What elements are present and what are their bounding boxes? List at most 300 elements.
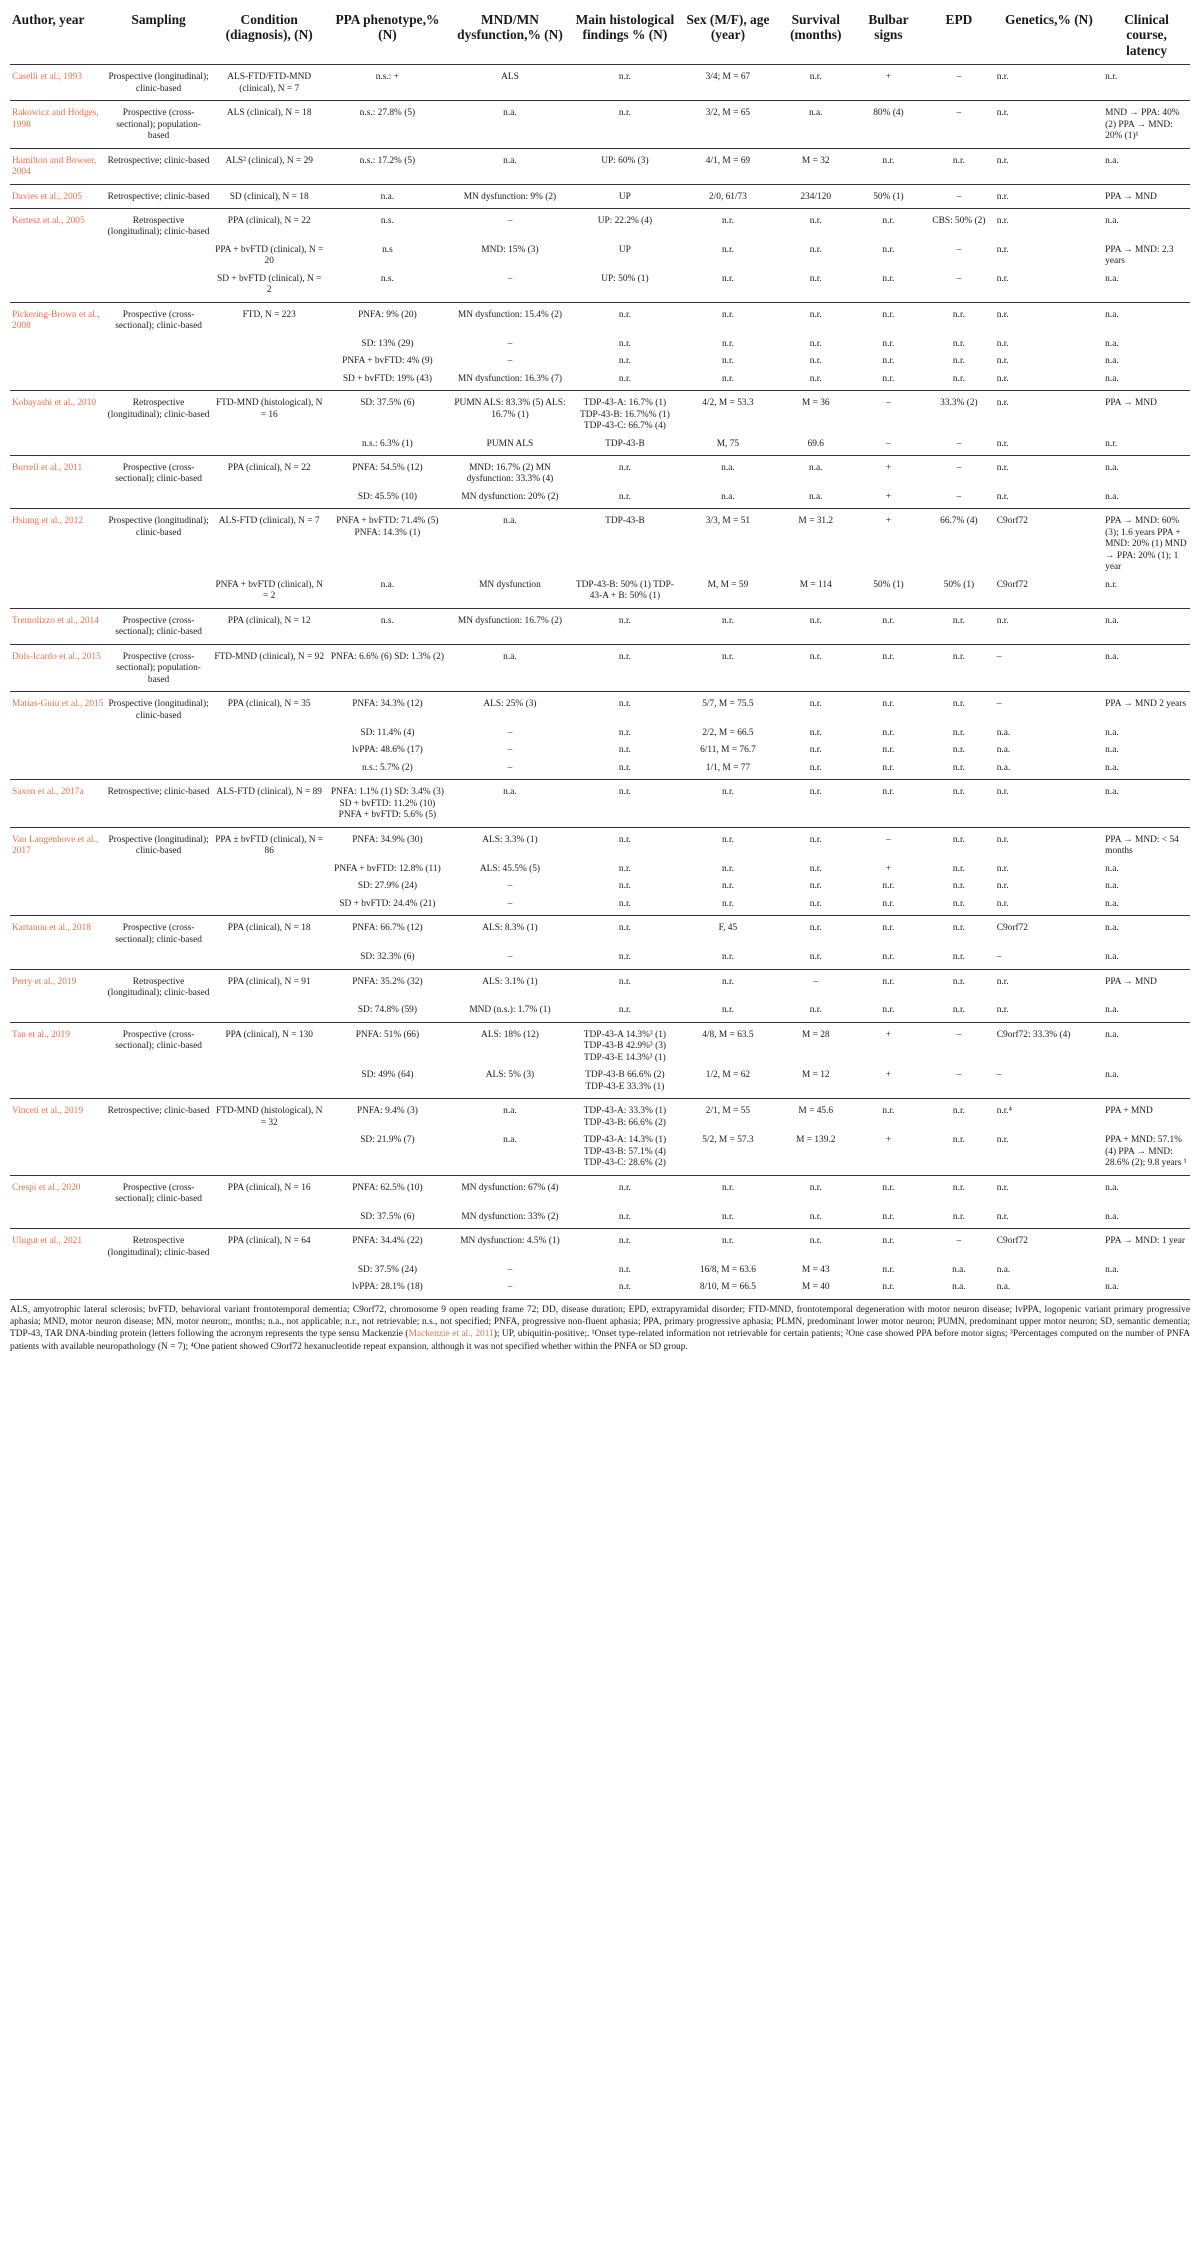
table-cell: n.r. — [678, 1209, 778, 1229]
table-cell: n.r. — [995, 896, 1103, 916]
table-cell: M, 75 — [678, 436, 778, 456]
table-cell: F, 45 — [718, 923, 738, 934]
table-cell: n.r. — [952, 745, 965, 756]
table-cell: UP: 60% (3) — [572, 148, 678, 184]
table-cell: n.r. — [854, 644, 923, 691]
table-cell: n.a. — [448, 101, 572, 148]
table-cell — [105, 1002, 211, 1022]
table-cell: Retrospective; clinic-based — [105, 780, 211, 827]
table-cell: SD (clinical), N = 18 — [212, 184, 327, 208]
table-cell: PPA → MND 2 years — [1105, 699, 1187, 710]
table-cell: SD: 37.5% (24) — [357, 1264, 417, 1275]
author-cell — [10, 489, 105, 509]
table-cell: – — [507, 881, 513, 892]
table-cell: n.a. — [1103, 1002, 1190, 1022]
table-cell: n.a. — [1103, 1209, 1190, 1229]
table-row — [10, 608, 1190, 644]
table-cell: UP: 22.2% (4) — [597, 215, 653, 226]
table-cell: Prospective (longitudinal); clinic-based — [108, 699, 209, 721]
table-cell: n.a. — [1103, 608, 1190, 644]
table-cell — [105, 489, 211, 509]
table-cell: + — [854, 1132, 923, 1175]
table-cell: SD: 21.9% (7) — [327, 1132, 448, 1175]
author-cell — [10, 725, 105, 742]
table-cell — [212, 489, 327, 509]
table-cell: n.r. — [778, 949, 854, 969]
author-cell[interactable]: Kobayashi et al., 2010 — [12, 398, 97, 409]
table-row — [10, 1132, 1190, 1175]
table-cell: SD + bvFTD: 24.4% (21) — [327, 896, 448, 916]
table-cell: PPA → MND — [1103, 184, 1190, 208]
table-cell: n.r. — [809, 338, 822, 349]
author-cell[interactable]: Crespi et al., 2020 — [12, 1182, 81, 1193]
table-row — [10, 184, 1190, 208]
table-cell: n.r. — [778, 780, 854, 827]
table-cell — [105, 336, 211, 353]
author-cell[interactable]: Hsiung et al., 2012 — [12, 516, 84, 527]
table-cell: n.a. — [1105, 309, 1119, 320]
table-cell: n.r. — [854, 760, 923, 780]
table-cell — [105, 760, 211, 780]
table-cell: n.r. — [923, 644, 995, 691]
table-cell: PNFA: 9.4% (3) — [356, 1106, 418, 1117]
table-cell: – — [448, 1279, 572, 1299]
table-cell: PPA → MND: 1 year — [1105, 1236, 1186, 1247]
author-cell — [10, 371, 105, 391]
table-cell: UP — [572, 184, 678, 208]
author-cell — [10, 949, 105, 969]
table-cell: n.r.⁴ — [996, 1106, 1012, 1117]
table-cell: n.r. — [882, 1106, 895, 1117]
table-cell: n.r. — [572, 949, 678, 969]
table-cell: lvPPA: 48.6% (17) — [352, 745, 423, 756]
table-cell: n.r. — [618, 1236, 631, 1247]
table-cell: n.r. — [923, 1002, 995, 1022]
author-cell[interactable]: Hamilton and Bowser, 2004 — [10, 148, 105, 184]
table-cell: Retrospective (longitudinal); clinic-based — [107, 398, 210, 420]
table-cell: 234/120 — [778, 184, 854, 208]
table-cell: ALS: 25% (3) — [483, 699, 537, 710]
table-cell: + — [885, 1029, 892, 1040]
table-cell: FTD-MND (histological), N = 16 — [215, 398, 323, 420]
table-cell: n.r. — [882, 699, 895, 710]
column-header: Survival (months) — [778, 10, 854, 65]
footnote-text-1: ALS, amyotrophic lateral sclerosis; bvFTD, behavioral variant frontotemporal dementia; C9orf72, chromosome 9 open reading frame 72; DD, disease duration; EPD, extrapyramidal disorder; FTD-MND, frontotemporal degeneration with motor neuron disease; lvPPA, logopenic variant primary progressive aphasia; MND, motor neuron disease; MN, motor neuron;, months; n.a., not applicable; n.r., not retrievable; n.s., not specified; PNFA, progressive non-fluent aphasia; PPA, primary progressive aphasia; PLMN, predominant lower motor neuron; PUMN, predominant upper motor neuron; SD, semantic dementia; TDP-43, TAR DNA-binding protein (letters following the acronym represents the type sensu Mackenzie ( — [10, 1304, 1190, 1340]
table-cell: n.r. — [923, 780, 995, 827]
table-cell: UP — [618, 244, 631, 255]
table-cell: n.r. — [996, 356, 1009, 367]
table-cell: 16/8, M = 63.6 — [699, 1264, 756, 1275]
author-cell — [10, 1262, 105, 1279]
table-cell: TDP-43-A: 33.3% (1) TDP-43-B: 66.6% (2) — [583, 1106, 667, 1128]
table-cell: 2/0, 61/73 — [678, 184, 778, 208]
table-cell: n.a. — [1103, 148, 1190, 184]
table-cell: ALS (clinical), N = 18 — [212, 101, 327, 148]
table-cell: n.s.: 27.8% (5) — [327, 101, 448, 148]
column-header: Bulbar signs — [854, 10, 923, 65]
table-cell: n.r. — [778, 271, 854, 302]
table-cell: n.a. — [996, 1264, 1011, 1275]
table-cell: n.r. — [618, 834, 631, 845]
table-cell: PPA (clinical), N = 130 — [225, 1029, 313, 1040]
table-cell — [105, 949, 211, 969]
author-cell[interactable]: Van Langenhove et al., 2017 — [12, 834, 99, 857]
table-cell: n.r. — [678, 608, 778, 644]
table-cell: ALS: 3.1% (1) — [482, 976, 538, 987]
table-cell: n.r. — [778, 896, 854, 916]
table-cell: SD: 13% (29) — [361, 338, 414, 349]
table-cell: Prospective (longitudinal); clinic-based — [108, 834, 209, 857]
footnote-citation-link[interactable]: Mackenzie et al., 2011 — [408, 1329, 494, 1340]
table-row — [10, 861, 1190, 878]
column-header: PPA phenotype,% (N) — [327, 10, 448, 65]
table-cell: + — [885, 863, 892, 874]
author-cell[interactable]: Ulugut et al., 2021 — [12, 1236, 83, 1247]
table-cell: n.r. — [1103, 577, 1190, 608]
table-cell: SD: 74.8% (59) — [327, 1002, 448, 1022]
author-cell[interactable]: Saxon et al., 2017a — [10, 780, 105, 827]
table-cell: 2/1, M = 55 — [705, 1106, 751, 1117]
author-cell — [10, 271, 105, 302]
table-cell: – — [923, 489, 995, 509]
table-cell: + — [885, 516, 892, 527]
author-cell[interactable]: Dols-Icardo et al., 2015 — [10, 644, 105, 691]
table-cell: PPA + bvFTD (clinical), N = 20 — [215, 244, 324, 267]
table-cell — [105, 725, 211, 742]
table-cell: n.s.: 6.3% (1) — [327, 436, 448, 456]
table-cell: MN dysfunction: 20% (2) — [448, 489, 572, 509]
table-cell: PNFA: 35.2% (32) — [352, 976, 423, 987]
table-cell: n.r. — [995, 608, 1103, 644]
table-cell: n.r. — [809, 699, 822, 710]
table-cell: – — [923, 184, 995, 208]
table-cell — [212, 1279, 327, 1299]
author-cell[interactable]: Perry et al., 2019 — [12, 976, 77, 987]
table-cell: n.r. — [995, 1209, 1103, 1229]
table-cell: Prospective (cross-sectional); clinic-based — [115, 309, 202, 332]
table-cell: n.r. — [995, 148, 1103, 184]
table-cell: 4/2, M = 53.3 — [702, 398, 754, 409]
table-cell: M = 28 — [801, 1029, 830, 1040]
table-cell: PUMN ALS: 83.3% (5) ALS: 16.7% (1) — [454, 398, 566, 420]
table-cell: ALS² (clinical), N = 29 — [212, 148, 327, 184]
author-cell[interactable]: Vinceti et al., 2019 — [12, 1106, 84, 1117]
table-cell: n.r. — [996, 1182, 1009, 1193]
table-cell: C9orf72 — [996, 923, 1028, 934]
column-header: Sampling — [105, 10, 211, 65]
table-cell: 6/11, M = 76.7 — [700, 745, 756, 756]
table-cell: SD + bvFTD (clinical), N = 2 — [212, 271, 327, 302]
author-cell — [10, 1209, 105, 1229]
table-cell: n.r. — [572, 1279, 678, 1299]
table-row — [10, 336, 1190, 353]
table-cell: n.r. — [721, 244, 734, 255]
table-cell: n.r. — [618, 699, 631, 710]
table-cell: n.a. — [327, 184, 448, 208]
table-cell: C9orf72: 33.3% (4) — [996, 1029, 1071, 1040]
table-cell: – — [507, 745, 513, 756]
table-cell: n.a. — [1105, 727, 1119, 738]
column-header: Condition (diagnosis), (N) — [212, 10, 327, 65]
table-cell: – — [996, 699, 1002, 710]
table-cell: PPA (clinical), N = 12 — [212, 608, 327, 644]
table-cell: PNFA: 51% (66) — [355, 1029, 420, 1040]
table-cell: – — [956, 244, 962, 255]
table-cell: n.r. — [952, 699, 965, 710]
table-cell: n.a. — [1105, 1182, 1119, 1193]
table-cell — [212, 1067, 327, 1098]
table-cell: n.r. — [778, 65, 854, 101]
table-cell — [212, 1209, 327, 1229]
table-cell: PPA (clinical), N = 18 — [227, 923, 311, 934]
table-row — [10, 725, 1190, 742]
table-cell: PNFA + bvFTD (clinical), N = 2 — [212, 577, 327, 608]
table-cell: SD: 27.9% (24) — [357, 881, 417, 892]
table-cell: n.s. — [327, 608, 448, 644]
author-cell[interactable]: Caselli et al., 1993 — [10, 65, 105, 101]
table-cell: n.r. — [923, 896, 995, 916]
table-cell: TDP-43-A 14.3%³ (1) TDP-43-B 42.9%³ (3) TDP-43-E 14.3%³ (1) — [583, 1029, 667, 1063]
table-cell: – — [854, 436, 923, 456]
table-cell: FTD, N = 223 — [242, 309, 296, 320]
table-cell: n.s. — [380, 215, 394, 226]
table-cell: SD: 32.3% (6) — [327, 949, 448, 969]
table-cell: n.r. — [995, 1132, 1103, 1175]
table-cell: PPA → MND — [1105, 398, 1157, 409]
table-cell: n.r. — [572, 1002, 678, 1022]
table-cell: n.r. — [721, 834, 734, 845]
table-cell: n.r. — [882, 356, 895, 367]
table-cell: C9orf72 — [996, 1236, 1028, 1247]
table-row — [10, 878, 1190, 895]
table-cell: n.r. — [996, 244, 1009, 255]
table-row — [10, 780, 1190, 827]
table-body — [10, 65, 1190, 1300]
table-cell: PPA → MND: 60% (3); 1.6 years PPA + MND: 20% (1) MND → PPA: 20% (1); 1 year — [1105, 516, 1187, 573]
table-cell: – — [507, 338, 513, 349]
table-cell: SD: 45.5% (10) — [327, 489, 448, 509]
column-header: Clinical course, latency — [1103, 10, 1190, 65]
table-cell: – — [923, 1067, 995, 1098]
table-cell: – — [995, 644, 1103, 691]
table-cell — [212, 1132, 327, 1175]
table-cell: n.r. — [854, 949, 923, 969]
table-cell — [212, 949, 327, 969]
table-cell: n.a. — [1103, 780, 1190, 827]
table-cell: PNFA + bvFTD: 71.4% (5) PNFA: 14.3% (1) — [336, 516, 439, 538]
table-cell: n.r. — [1103, 436, 1190, 456]
table-cell — [212, 436, 327, 456]
author-cell — [10, 896, 105, 916]
table-cell: n.r. — [882, 881, 895, 892]
author-cell — [10, 353, 105, 370]
table-cell: n.r. — [995, 101, 1103, 148]
table-cell: CBS: 50% (2) — [932, 215, 986, 226]
table-cell: n.r. — [854, 1002, 923, 1022]
table-cell: n.r. — [952, 923, 965, 934]
footnote-text-2: ); UP, ubiquitin-positive;. ¹Onset type-related information not retrievable for certain patients; ²One case showed PPA before motor signs; ³Percentages computed on the number of PNFA patients with available neuropathology (N = 7); ⁴One patient showed C9orf72 hexanucleotide repeat expansion, although it was not specified whether within the PNFA or SD group. — [10, 1329, 1190, 1352]
table-cell: n.r. — [952, 863, 965, 874]
table-cell: n.r. — [809, 923, 822, 934]
table-cell: n.r. — [923, 608, 995, 644]
table-cell: n.a. — [503, 516, 517, 527]
table-cell: n.r. — [809, 727, 822, 738]
table-cell: n.r. — [923, 148, 995, 184]
table-cell: C9orf72 — [996, 516, 1028, 527]
table-cell: n.r. — [618, 1264, 631, 1275]
table-cell: n.r. — [996, 834, 1009, 845]
table-cell: n.r. — [809, 834, 822, 845]
table-cell: n.r. — [996, 215, 1009, 226]
table-cell: n.r. — [809, 1182, 822, 1193]
table-cell: 3/3, M = 51 — [705, 516, 751, 527]
table-cell: MN dysfunction: 16.3% (7) — [448, 371, 572, 391]
table-cell: MND: 16.7% (2) MN dysfunction: 33.3% (4) — [466, 463, 554, 485]
table-cell: n.r. — [618, 863, 631, 874]
table-cell: 8/10, M = 66.5 — [678, 1279, 778, 1299]
author-cell[interactable]: Kertesz et al., 2005 — [12, 215, 85, 226]
table-row — [10, 1229, 1190, 1262]
table-cell: n.r. — [995, 271, 1103, 302]
table-cell: n.r. — [778, 644, 854, 691]
table-cell: n.r. — [618, 1182, 631, 1193]
table-cell: TDP-43-A: 14.3% (1) TDP-43-B: 57.1% (4) TDP-43-C: 28.6% (2) — [572, 1132, 678, 1175]
table-row — [10, 456, 1190, 489]
table-cell: Prospective (longitudinal); clinic-based — [108, 516, 209, 538]
table-cell: ALS: 3.3% (1) — [482, 834, 538, 845]
author-cell — [10, 1002, 105, 1022]
table-cell: MND: 15% (3) — [481, 244, 539, 255]
table-cell — [105, 861, 211, 878]
table-cell — [105, 371, 211, 391]
table-cell: n.a. — [923, 1279, 995, 1299]
table-cell: MN dysfunction: 9% (2) — [448, 184, 572, 208]
table-cell: PPA → MND: < 54 months — [1105, 834, 1179, 857]
table-cell: PPA ± bvFTD (clinical), N = 86 — [215, 834, 324, 857]
table-cell: n.r. — [996, 309, 1009, 320]
table-cell: – — [813, 976, 819, 987]
table-row — [10, 148, 1190, 184]
table-cell: n.a. — [448, 644, 572, 691]
table-cell — [105, 1067, 211, 1098]
table-cell: n.r. — [618, 976, 631, 987]
table-cell: PPA + MND: 57.1% (4) PPA → MND: 28.6% (2); 9.8 years ¹ — [1103, 1132, 1190, 1175]
author-cell[interactable]: Tremolizzo et al., 2014 — [10, 608, 105, 644]
table-cell: n.r. — [572, 896, 678, 916]
table-cell: TDP-43-B — [605, 516, 645, 527]
table-cell: n.a. — [678, 489, 778, 509]
table-cell: n.a. — [996, 745, 1011, 756]
table-cell: n.r. — [809, 244, 822, 255]
table-cell: ALS — [448, 65, 572, 101]
author-cell[interactable]: Pickering-Brown et al., 2008 — [12, 309, 100, 332]
table-cell: n.r. — [952, 1106, 965, 1117]
table-cell: n.r. — [995, 489, 1103, 509]
table-cell: FTD-MND (clinical), N = 92 — [212, 644, 327, 691]
table-cell — [212, 878, 327, 895]
table-cell: n.r. — [572, 371, 678, 391]
author-cell — [10, 878, 105, 895]
table-cell: n.r. — [952, 881, 965, 892]
table-row — [10, 271, 1190, 302]
author-cell[interactable]: Matias-Guiu et al., 2015 — [12, 699, 104, 710]
table-cell — [105, 878, 211, 895]
table-cell: n.a. — [1103, 1279, 1190, 1299]
table-cell: n.r. — [721, 215, 734, 226]
table-row — [10, 1099, 1190, 1132]
table-cell: n.r. — [778, 760, 854, 780]
table-cell — [105, 436, 211, 456]
table-cell: n.a. — [1103, 371, 1190, 391]
table-cell: n.a. — [1103, 644, 1190, 691]
table-cell: 66.7% (4) — [940, 516, 978, 527]
table-cell: n.a. — [1105, 215, 1119, 226]
table-cell: n.a. — [503, 1106, 517, 1117]
table-cell: n.s.: + — [327, 65, 448, 101]
author-cell — [10, 760, 105, 780]
table-row — [10, 1279, 1190, 1299]
table-row — [10, 1002, 1190, 1022]
table-cell: ALS: 8.3% (1) — [482, 923, 538, 934]
table-cell: MND (n.s.): 1.7% (1) — [448, 1002, 572, 1022]
author-cell — [10, 242, 105, 271]
table-cell: n.r. — [678, 271, 778, 302]
table-cell: – — [923, 436, 995, 456]
table-cell: ALS-FTD/FTD-MND (clinical), N = 7 — [212, 65, 327, 101]
table-cell: n.r. — [678, 896, 778, 916]
table-row — [10, 1209, 1190, 1229]
table-cell: Retrospective; clinic-based — [105, 148, 211, 184]
table-cell: n.r. — [778, 371, 854, 391]
table-cell: 3/2, M = 65 — [678, 101, 778, 148]
table-cell — [212, 336, 327, 353]
author-cell[interactable]: Davies et al., 2005 — [10, 184, 105, 208]
table-row — [10, 489, 1190, 509]
table-cell: SD: 37.5% (6) — [327, 1209, 448, 1229]
table-row — [10, 65, 1190, 101]
table-cell: n.a. — [1105, 881, 1119, 892]
table-cell: – — [507, 356, 513, 367]
table-cell: M = 36 — [801, 398, 830, 409]
table-cell: PPA (clinical), N = 64 — [227, 1236, 311, 1247]
table-cell: n.r. — [721, 881, 734, 892]
table-cell: PPA (clinical), N = 22 — [227, 463, 311, 473]
table-cell: n.r. — [618, 338, 631, 349]
table-cell — [105, 742, 211, 759]
table-cell: M = 114 — [778, 577, 854, 608]
table-cell: PPA → MND: 2.3 years — [1105, 244, 1174, 267]
author-cell[interactable]: Rakowicz and Hodges, 1998 — [10, 101, 105, 148]
table-cell: – — [995, 949, 1103, 969]
table-cell: – — [956, 1029, 962, 1040]
table-row — [10, 1262, 1190, 1279]
table-cell: PNFA: 34.9% (30) — [352, 834, 423, 845]
table-cell: n.r. — [572, 608, 678, 644]
table-cell: MN dysfunction: 15.4% (2) — [457, 309, 563, 320]
table-cell — [105, 896, 211, 916]
table-cell: n.r. — [882, 976, 895, 987]
table-cell: n.a. — [1103, 896, 1190, 916]
author-cell[interactable]: Tan et al., 2019 — [12, 1029, 70, 1040]
table-cell: – — [448, 949, 572, 969]
author-cell[interactable]: Kartanou et al., 2018 — [12, 923, 91, 934]
table-cell: n.r. — [995, 780, 1103, 827]
author-cell[interactable]: Burrell et al., 2011 — [12, 463, 83, 473]
table-cell: Prospective (cross-sectional); clinic-based — [115, 1029, 202, 1052]
table-cell: n.r. — [882, 923, 895, 934]
table-cell — [212, 760, 327, 780]
table-cell: n.s — [382, 244, 393, 255]
